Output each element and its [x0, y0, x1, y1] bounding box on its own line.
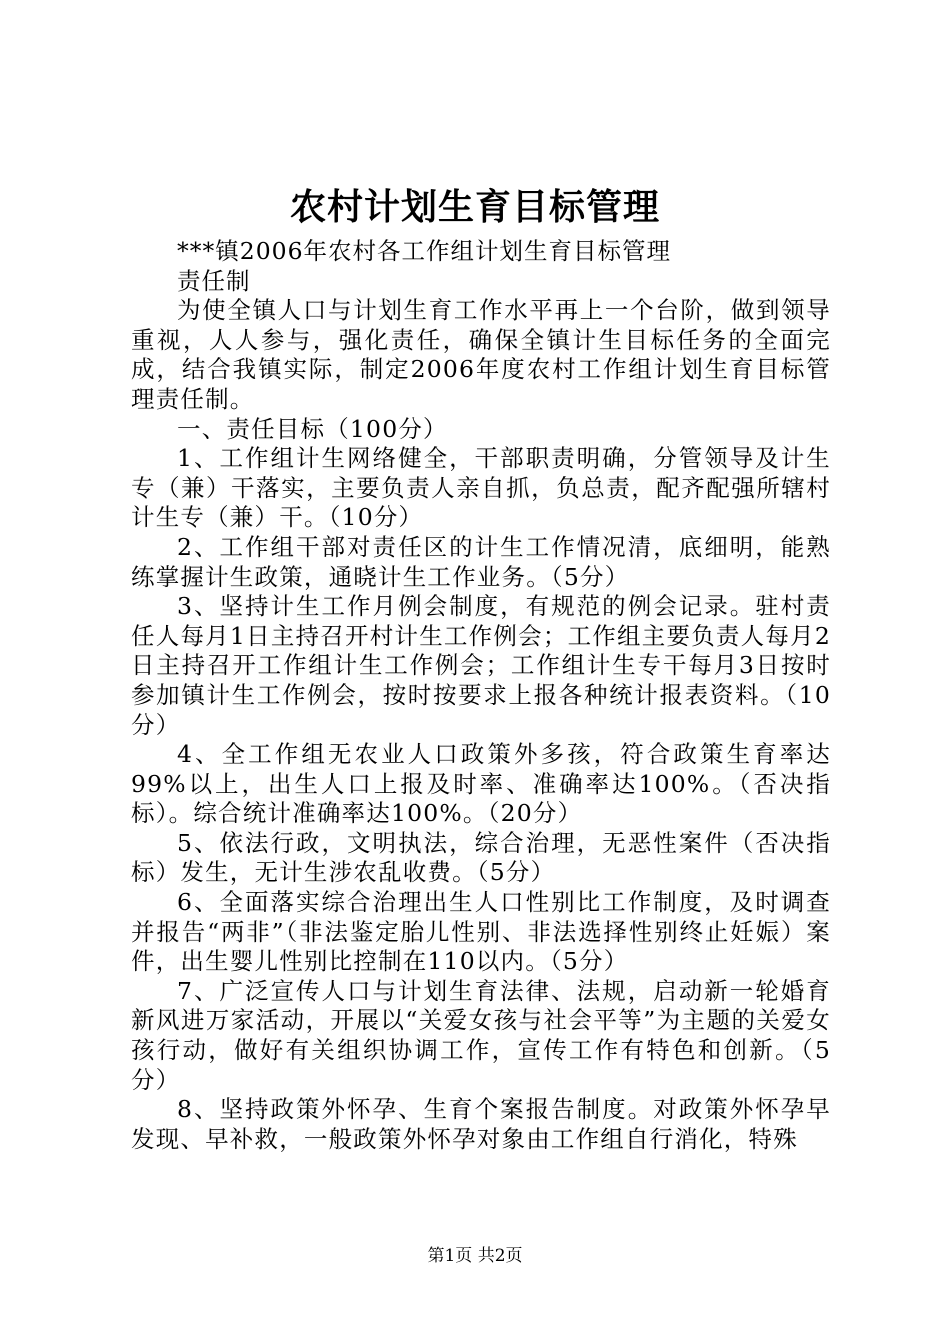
paragraph-item-4: 4、全工作组无农业人口政策外多孩，符合政策生育率达99%以上，出生人口上报及时率、准确率达100%。（否决指标）。综合统计准确率达100%。（20分）	[131, 740, 831, 828]
paragraph-item-1: 1、工作组计生网络健全，干部职责明确，分管领导及计生专（兼）干落实，主要负责人亲自抓，负总责，配齐配强所辖村计生专（兼）干。（10分）	[131, 444, 831, 532]
section-heading: 一、责任目标（100分）	[177, 414, 448, 443]
paragraph-item-7: 7、广泛宣传人口与计划生育法律、法规，启动新一轮婚育新风进万家活动，开展以“关爱女孩与社会平等”为主题的关爱女孩行动，做好有关组织协调工作，宣传工作有特色和创新。（5分）	[131, 976, 831, 1094]
subtitle-line-2: 责任制	[177, 266, 251, 295]
subtitle-line-1: ***镇2006年农村各工作组计划生育目标管理	[177, 237, 672, 265]
page-footer: 第1页 共2页	[427, 1246, 523, 1266]
paragraph-item-2: 2、工作组干部对责任区的计生工作情况清，底细明，能熟练掌握计生政策，通晓计生工作业务。（5分）	[131, 532, 831, 591]
document-title: 农村计划生育目标管理	[289, 187, 660, 228]
paragraph-item-8: 8、坚持政策外怀孕、生育个案报告制度。对政策外怀孕早发现、早补救，一般政策外怀孕对象由工作组自行消化，特殊	[131, 1095, 831, 1153]
paragraph-item-6: 6、全面落实综合治理出生人口性别比工作制度，及时调查并报告“两非”（非法鉴定胎儿性别、非法选择性别终止妊娠）案件，出生婴儿性别比控制在110以内。（5分）	[131, 888, 831, 976]
paragraph-item-3: 3、坚持计生工作月例会制度，有规范的例会记录。驻村责任人每月1日主持召开村计生工作例会；工作组主要负责人每月2日主持召开工作组计生工作例会；工作组计生专干每月3日按时参加镇计生工作例会，按时按要求上报各种统计报表资料。（10分）	[131, 592, 831, 739]
document-body	[131, 237, 831, 1154]
paragraph-item-5: 5、依法行政，文明执法，综合治理，无恶性案件（否决指标）发生，无计生涉农乱收费。（5分）	[131, 828, 831, 887]
paragraph-intro: 为使全镇人口与计划生育工作水平再上一个台阶，做到领导重视，人人参与，强化责任，确保全镇计生目标任务的全面完成，结合我镇实际，制定2006年度农村工作组计划生育目标管理责任制。	[131, 296, 831, 413]
